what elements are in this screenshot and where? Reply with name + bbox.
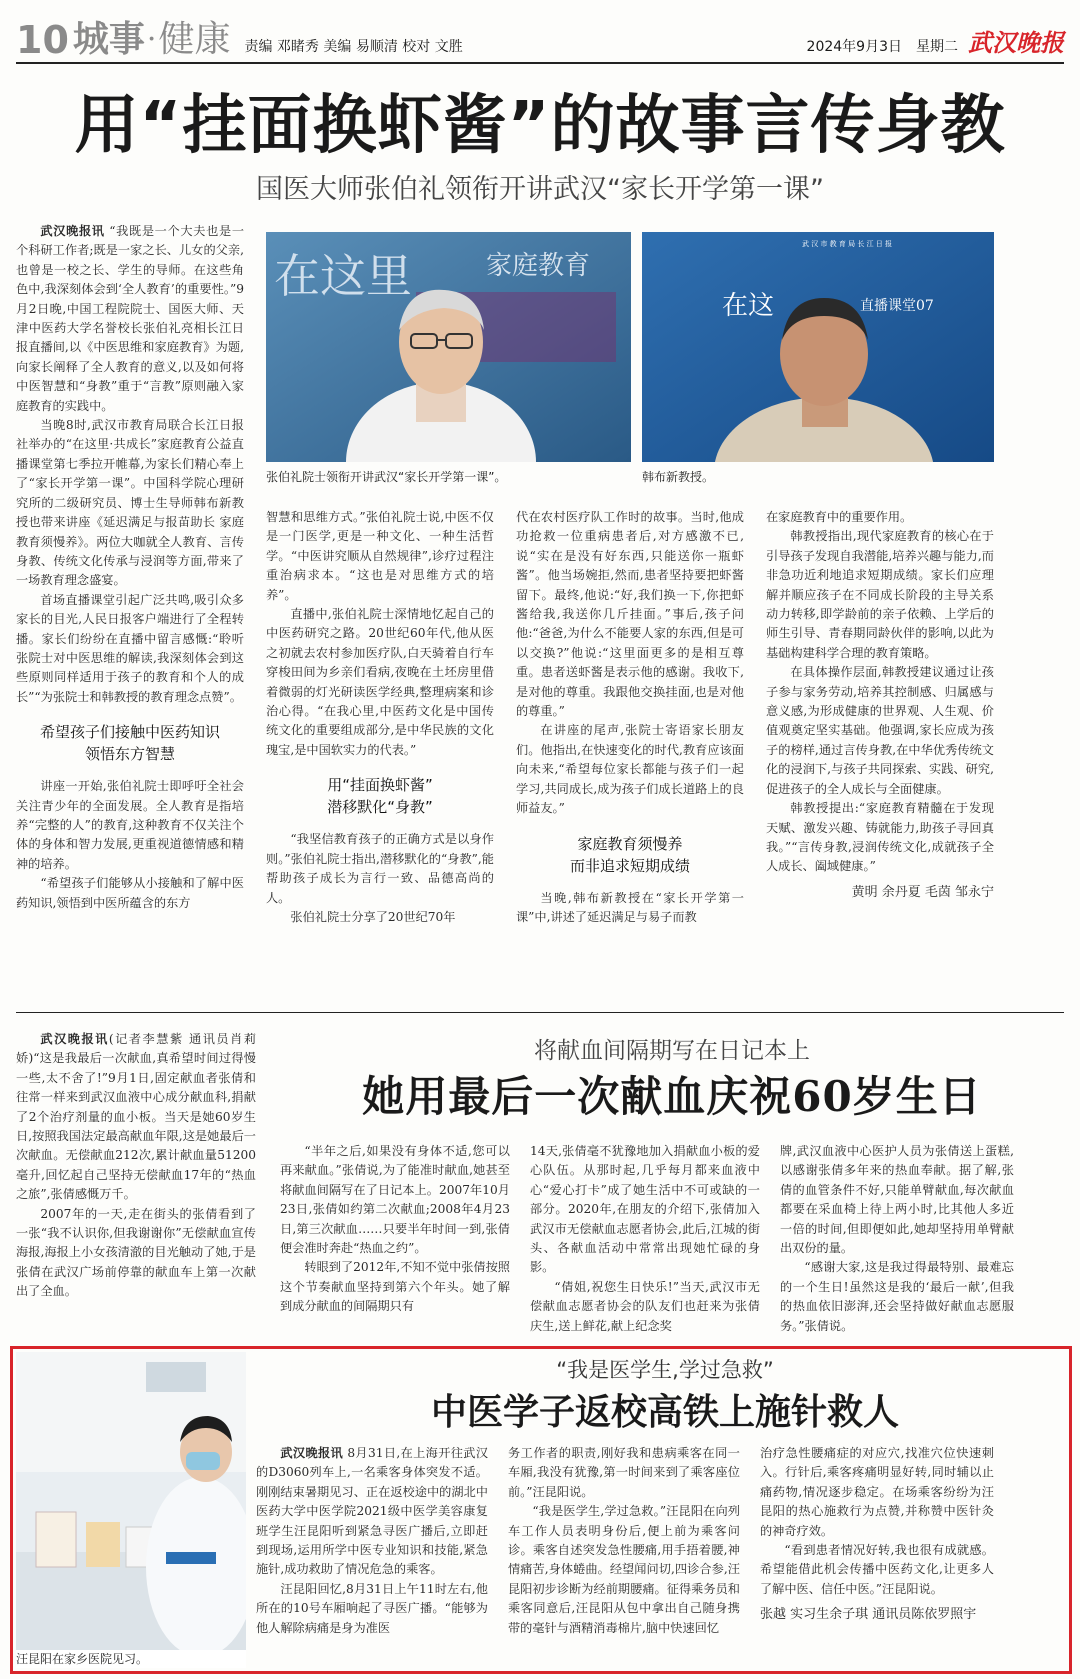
paragraph: 在讲座的尾声,张院士寄语家长朋友们。他指出,在快速变化的时代,教育应该面向未来,“希望每位家长都能与孩子们一起学习,共同成长,成为孩子们成长道路上的良师益友。” <box>516 723 744 816</box>
newspaper-logo: 武汉晚报 <box>968 28 1064 57</box>
screen-text: 家庭教育 <box>486 251 591 281</box>
paragraph: 当晚8时,武汉市教育局联合长江日报社举办的“在这里·共成长”家庭教育公益直播课堂第七季拉开帷幕,为家长们精心奉上了“家长开学第一课”。中国科学院心理研究所的二级研究员、博士生导师韩布新教授也带来讲座《延迟满足与报苗助长 家庭教育须慢养》。两位大咖就全人教育、言传身教、传统文化传承与浸润等方面,带来了一场教育理念盛宴。 <box>16 418 244 588</box>
paragraph: 智慧和思维方式。”张伯礼院士说,中医不仅是一门医学,更是一种文化、一种生活哲学。“中医讲究顺从自然规律”,诊疗过程注重治病求本。“这也是对思维方式的培养”。 <box>266 510 494 602</box>
story2-kicker: 将献血间隔期写在日记本上 <box>534 1038 810 1064</box>
dateline: 武汉晚报讯 <box>40 224 105 238</box>
photo-wang-kunyang <box>16 1352 246 1652</box>
paragraph: 转眼到了2012年,不知不觉中张倩按照这个节奏献血坚持到第六个年头。她了解到成分献血的间隔期只有 <box>280 1260 510 1314</box>
story2-column-1 <box>16 1030 256 1302</box>
paragraph: “半年之后,如果没有身体不适,您可以再来献血。”张倩说,为了能准时献血,她甚至将献血间隔写在了日记本上。2007年10月23日,张倩如约第二次献血;2008年4月23日,第三次献血……只要半年时间一到,张倩便会准时奔赴“热血之约”。 <box>280 1144 510 1256</box>
paragraph: 2007年的一天,走在街头的张倩看到了一张“我不认识你,但我谢谢你”无偿献血宣传海报,海报上小女孩清澈的目光触动了她,于是张倩在武汉广场前停靠的献血车上第一次献出了全血。 <box>16 1206 256 1299</box>
story1-column-1 <box>16 222 244 913</box>
paragraph: 牌,武汉血液中心医护人员为张倩送上蛋糕,以感谢张倩多年来的热血奉献。据了解,张倩的血管条件不好,只能单臂献血,每次献血都要在采血椅上待上两小时,比其他人多近一倍的时间,但即便如此,她却坚持用单臂献出双份的量。 <box>780 1144 1014 1256</box>
story1-column-4 <box>766 508 994 902</box>
paragraph: “我既是一个大夫也是一个科研工作者;既是一家之长、儿女的父亲,也曾是一校之长、学生的导师。在这些角色中,我深刻体会到‘全人教育’的重要性。”9月2日晚,中国工程院院士、国医大师、天津中医药大学名誉校长张伯礼亮相长江日报直播间,以《中医思维和家庭教育》为题,向家长阐释了全人教育的意义,以及如何将中医智慧和“身教”重于“言教”原则融入家庭教育的实践中。 <box>16 224 245 413</box>
page-header <box>16 14 1064 60</box>
paragraph: “我是医学生,学过急救。”汪昆阳在向列车工作人员表明身份后,便上前为乘客问诊。乘客自述突发急性腰痛,用手捂着腰,神情痛苦,身体蜷曲。经望闻问切,四诊合参,汪昆阳初步诊断为经前期腰痛。征得乘务员和乘客同意后,汪昆阳从包中拿出自己随身携带的毫针与酒精消毒棉片,脑中快速回忆 <box>508 1504 740 1635</box>
story2-column-2 <box>280 1142 510 1317</box>
issue-weekday: 星期二 <box>916 39 958 55</box>
page-number: 10 <box>16 18 69 62</box>
story3-headline: 中医学子返校高铁上施针救人 <box>430 1392 899 1433</box>
paragraph: 代在农村医疗队工作时的故事。当时,他成功抢救一位重病患者后,对方感激不已,说“实在是没有好东西,只能送你一瓶虾酱”。他当场婉拒,然而,患者坚持要把虾酱留下。最终,他说:“好,我们换一下,你把虾酱给我,我送你几斤挂面。”事后,孩子问他:“爸爸,为什么不能要人家的东西,但是可以交换?”他说:“这里面更多的是相互尊重。患者送虾酱是表示他的感谢。我收下,是对他的尊重。我跟他交换挂面,也是对他的尊重。” <box>516 510 744 719</box>
paragraph: “倩姐,祝您生日快乐!”当天,武汉市无偿献血志愿者协会的队友们也赶来为张倩庆生,送上鲜花,献上纪念奖 <box>530 1279 760 1333</box>
photo-zhang-boli <box>266 232 631 462</box>
photo-wang-kunyang-image <box>16 1352 246 1652</box>
photo-zhang-boli-image <box>266 232 631 462</box>
story3-column-2 <box>508 1444 740 1638</box>
story-separator <box>16 1012 1064 1013</box>
subhead-text: 家庭教育须慢养 而非追求短期成绩 <box>569 834 690 875</box>
story3-byline: 张越 实习生余子琪 通讯员陈依罗照宇 <box>760 1607 977 1623</box>
paragraph: 韩教授提出:“家庭教育精髓在于发现天赋、激发兴趣、铸就能力,助孩子寻回真我。”“言传身教,浸润传统文化,成就孩子全人成长、阖域健康。” <box>766 801 994 874</box>
subhead-text: 用“挂面换虾酱” 潜移默化“身教” <box>327 776 433 817</box>
story1-column-3 <box>516 508 744 927</box>
photo-han-buxin-caption: 韩布新教授。 <box>642 470 715 484</box>
paragraph: (记者李慧紫 通讯员肖莉娇)“这是我最后一次献血,真希望时间过得慢一些,太不舍了!”9月1日,固定献血者张倩和往常一样来到武汉血液中心成分献血科,捐献了2个治疗剂量的血小板。当天是她60岁生日,按照我国法定最高献血年限,这是她最后一次献血。无偿献血212次,累计献血量51200毫升,回忆起自己坚持无偿献血17年的“热血之旅”,张倩感慨万千。 <box>16 1032 257 1202</box>
subsection-name: 健康 <box>158 19 231 60</box>
story1-byline: 黄明 余丹夏 毛茵 邹永宁 <box>851 884 994 900</box>
paragraph: “希望孩子们能够从小接触和了解中医药知识,领悟到中医所蕴含的东方 <box>16 876 244 910</box>
photo-han-buxin <box>642 232 994 462</box>
paragraph: “感谢大家,这是我过得最特别、最难忘的一个生日!虽然这是我的‘最后一献’,但我的热血依旧澎湃,还会坚持做好献血志愿服务。”张倩说。 <box>780 1260 1014 1333</box>
paragraph: 讲座一开始,张伯礼院士即呼吁全社会关注青少年的全面发展。全人教育是指培养“完整的人”的教育,这种教育不仅关注个体的身体和智力发展,更重视道德情感和精神的培养。 <box>16 779 244 871</box>
story3-column-1 <box>256 1444 488 1638</box>
paragraph: 韩教授指出,现代家庭教育的核心在于引导孩子发现自我潜能,培养兴趣与能力,而非急功近利地追求短期成绩。家长们应理解并顺应孩子在不同成长阶段的主导关系动力转移,即学龄前的亲子依赖、上学后的师生引导、青春期同龄伙伴的影响,以此为基础构建科学合理的教育策略。 <box>766 529 994 660</box>
screen-text: 直播课堂07 <box>860 298 934 314</box>
screen-title: 在这里 <box>274 249 412 303</box>
header-right <box>807 30 1064 56</box>
paragraph: 首场直播课堂引起广泛共鸣,吸引众多家长的目光,人民日报客户端进行了全程转播。家长们纷纷在直播中留言感慨:“聆听张院士对中医思维的解读,我深刻体会到这些原则同样适用于孩子的教育和个人的成长”“为张院士和韩教授的教育理念点赞”。 <box>16 592 244 704</box>
story1-subheadline: 国医大师张伯礼领衔开讲武汉“家长开学第一课” <box>256 174 824 205</box>
subhead-text: 希望孩子们接触中医药知识 领悟东方智慧 <box>39 723 220 764</box>
story2-column-4 <box>780 1142 1014 1336</box>
paragraph: “看到患者情况好转,我也很有成就感。希望能借此机会传播中医药文化,让更多人了解中医、信任中医。”汪昆阳说。 <box>760 1543 994 1596</box>
paragraph: 治疗急性腰痛症的对应穴,找准穴位快速刺入。行针后,乘客疼痛明显好转,同时辅以止痛药物,情况逐步稳定。在场乘客纷纷为汪昆阳的热心施救行为点赞,并称赞中医针灸的神奇疗效。 <box>760 1446 994 1538</box>
photo-han-buxin-image <box>642 232 994 462</box>
paragraph: “我坚信教育孩子的正确方式是以身作则。”张伯礼院士指出,潜移默化的“身教”,能帮助孩子成长为言行一致、品德高尚的人。 <box>266 832 494 905</box>
subhead <box>266 774 494 818</box>
story1-column-2 <box>266 508 494 927</box>
story1-headline: 用“挂面换虾酱”的故事言传身教 <box>74 89 1006 163</box>
issue-date: 2024年9月3日 <box>806 39 902 55</box>
story2-column-3 <box>530 1142 760 1336</box>
paragraph: 在具体操作层面,韩教授建议通过让孩子参与家务劳动,培养其控制感、归属感与意义感,为形成健康的世界观、人生观、价值观奠定坚实基础。他强调,家长应成为孩子的榜样,通过言传身教,在中华优秀传统文化的浸润下,与孩子共同探索、实践、研究,促进孩子的全人成长与全面健康。 <box>766 665 994 796</box>
paragraph: 在家庭教育中的重要作用。 <box>766 510 913 524</box>
paragraph: 直播中,张伯礼院士深情地忆起自己的中医药研究之路。20世纪60年代,他从医之初就去农村参加医疗队,白天骑着自行车穿梭田间为乡亲们看病,夜晚在土坯房里借着微弱的灯光研读医学经典,整理病案和诊治心得。“在我心里,中医药文化是中国传统文化的重要组成部分,是中华民族的文化瑰宝,是中国软实力的代表。” <box>266 607 494 757</box>
paragraph: 务工作者的职责,刚好我和患病乘客在同一车厢,我没有犹豫,第一时间来到了乘客座位前。”汪昆阳说。 <box>508 1446 740 1499</box>
header-rule <box>16 62 1064 64</box>
story3-column-3 <box>760 1444 994 1625</box>
subhead <box>516 833 744 877</box>
editor-credits: 责编 邓睹秀 美编 易顺清 校对 文胜 <box>244 39 463 55</box>
screen-title: 在这 <box>722 291 775 321</box>
dateline: 武汉晚报讯 <box>40 1032 109 1046</box>
paragraph: 当晚,韩布新教授在“家长开学第一课”中,讲述了延迟满足与易子而教 <box>516 890 744 924</box>
story2-headline: 她用最后一次献血庆祝60岁生日 <box>362 1072 982 1121</box>
dateline: 武汉晚报讯 <box>280 1446 344 1460</box>
section-dot: · <box>146 22 157 57</box>
subhead <box>16 721 244 765</box>
story3-kicker: “我是医学生,学过急救” <box>556 1358 774 1382</box>
paragraph: 汪昆阳回忆,8月31日上午11时左右,他所在的10号车厢响起了寻医广播。“能够为他人解除病痛是身为准医 <box>256 1581 488 1635</box>
screen-small-text: 武 汉 市 教 育 局 长 江 日 报 <box>802 240 893 248</box>
photo-wang-kunyang-caption: 汪昆阳在家乡医院见习。 <box>16 1650 246 1668</box>
paragraph: 8月31日,在上海开往武汉的D3060列车上,一名乘客身体突发不适。刚刚结束暑期见习、正在返校途中的湖北中医药大学中医学院2021级中医学美容康复班学生汪昆阳听到紧急寻医广播后,立即赶到现场,运用所学中医专业知识和技能,紧急施针,成功救助了情况危急的乘客。 <box>256 1446 489 1577</box>
photo-zhang-boli-caption: 张伯礼院士领衔开讲武汉“家长开学第一课”。 <box>266 470 507 484</box>
section-name: 城事 <box>72 19 145 60</box>
paragraph: 14天,张倩毫不犹豫地加入捐献血小板的爱心队伍。从那时起,几乎每月都来血液中心“爱心打卡”成了她生活中不可或缺的一部分。2020年,在朋友的介绍下,张倩加入武汉市无偿献血志愿者协会,此后,江城的街头、各献血活动中常常出现她忙碌的身影。 <box>530 1144 760 1275</box>
paragraph: 张伯礼院士分享了20世纪70年 <box>290 909 456 924</box>
